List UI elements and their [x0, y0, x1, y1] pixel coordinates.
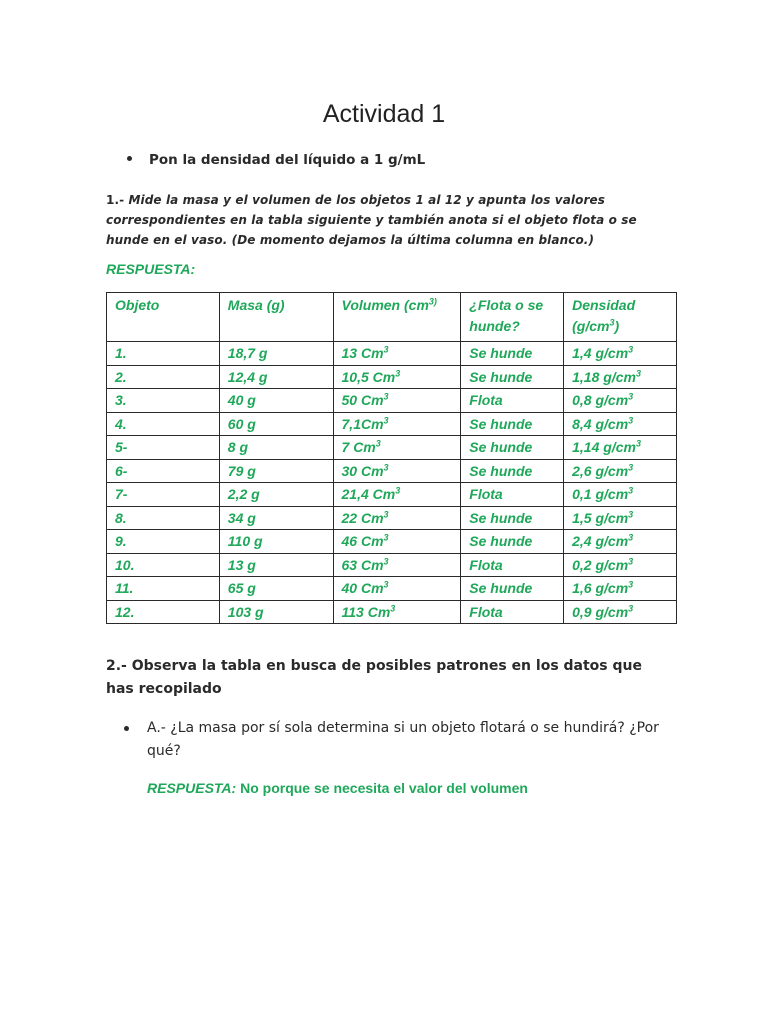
cell-densidad	[564, 459, 677, 483]
table-row	[107, 600, 677, 624]
cell-flota-text: Se hunde	[469, 509, 533, 526]
cell-volumen-sup: 3	[390, 603, 396, 614]
header-densidad-sup: 3	[609, 317, 615, 328]
cell-masa	[219, 553, 333, 577]
cell-masa	[219, 436, 333, 460]
cell-objeto-text: 5-	[115, 439, 128, 456]
table-row	[107, 577, 677, 601]
cell-masa-text: 110 g	[227, 533, 263, 550]
cell-objeto	[107, 412, 220, 436]
cell-volumen-text: 13 Cm	[341, 345, 384, 362]
cell-volumen-text: 40 Cm	[341, 580, 384, 597]
table-row	[107, 459, 677, 483]
cell-objeto-text: 9.	[115, 533, 127, 550]
cell-volumen	[333, 553, 461, 577]
cell-masa	[219, 389, 333, 413]
cell-volumen-text: 7,1Cm	[341, 415, 384, 432]
question-1	[106, 190, 666, 250]
cell-flota-text: Flota	[469, 486, 503, 503]
cell-densidad-sup: 3	[628, 344, 634, 355]
cell-densidad-text: 1,14 g/cm	[572, 439, 636, 456]
cell-densidad	[564, 553, 677, 577]
cell-objeto	[107, 483, 220, 507]
cell-densidad	[564, 342, 677, 366]
cell-objeto-text: 12.	[115, 603, 135, 620]
cell-flota-text: Flota	[469, 392, 503, 409]
cell-volumen-sup: 3	[383, 509, 389, 520]
cell-flota-text: Se hunde	[469, 345, 533, 362]
cell-masa-text: 34 g	[227, 509, 256, 526]
cell-densidad-sup: 3	[635, 438, 641, 449]
cell-volumen-text: 21,4 Cm	[341, 486, 396, 503]
cell-objeto-text: 8.	[115, 509, 127, 526]
cell-volumen	[333, 436, 461, 460]
cell-masa	[219, 412, 333, 436]
cell-volumen	[333, 483, 461, 507]
cell-flota-text: Se hunde	[469, 580, 533, 597]
cell-volumen-text: 22 Cm	[341, 509, 384, 526]
table-row	[107, 530, 677, 554]
cell-flota-text: Se hunde	[469, 462, 533, 479]
cell-objeto	[107, 600, 220, 624]
table-header-row	[107, 293, 677, 342]
cell-volumen-sup: 3	[383, 556, 389, 567]
cell-flota	[461, 600, 564, 624]
response-2-text: No porque se necesita el valor del volumen	[240, 780, 528, 796]
cell-objeto	[107, 459, 220, 483]
cell-objeto-text: 11.	[115, 580, 134, 597]
cell-volumen	[333, 365, 461, 389]
cell-densidad-text: 1,5 g/cm	[572, 509, 629, 526]
cell-flota-text: Se hunde	[469, 415, 533, 432]
cell-objeto-text: 4.	[115, 415, 127, 432]
cell-volumen	[333, 530, 461, 554]
cell-masa	[219, 459, 333, 483]
cell-densidad-text: 1,6 g/cm	[572, 580, 629, 597]
question-2: 2.- Observa la tabla en busca de posibles patrones en los datos que has recopilado	[106, 658, 642, 697]
cell-objeto-text: 10.	[115, 556, 135, 573]
cell-densidad-text: 0,2 g/cm	[572, 556, 629, 573]
cell-objeto	[107, 577, 220, 601]
bullet-icon	[127, 156, 132, 161]
header-volumen-text: Volumen (cm	[341, 297, 429, 313]
cell-masa-text: 60 g	[227, 415, 256, 432]
cell-densidad	[564, 530, 677, 554]
question-1-number: 1.-	[106, 193, 125, 207]
cell-volumen	[333, 506, 461, 530]
cell-volumen-text: 113 Cm	[341, 603, 391, 620]
cell-volumen-text: 10,5 Cm	[341, 368, 396, 385]
cell-flota	[461, 412, 564, 436]
cell-flota	[461, 389, 564, 413]
cell-objeto	[107, 506, 220, 530]
question-1-line: hunde en el vaso. (De momento dejamos la última columna en blanco.)	[106, 233, 595, 247]
cell-flota	[461, 553, 564, 577]
table-row	[107, 506, 677, 530]
cell-volumen-text: 50 Cm	[341, 392, 384, 409]
cell-densidad-sup: 3	[635, 368, 641, 379]
cell-densidad-text: 0,9 g/cm	[572, 603, 629, 620]
instruction-bullet	[127, 152, 425, 168]
cell-masa	[219, 483, 333, 507]
table-body	[107, 342, 677, 624]
density-table	[106, 292, 677, 624]
table-row	[107, 389, 677, 413]
cell-masa-text: 12,4 g	[227, 368, 268, 385]
response-2	[147, 780, 528, 796]
response-2-label: RESPUESTA:	[147, 780, 237, 796]
cell-volumen-text: 46 Cm	[341, 533, 384, 550]
cell-objeto	[107, 530, 220, 554]
cell-volumen-sup: 3	[395, 368, 401, 379]
cell-volumen-text: 7 Cm	[341, 439, 376, 456]
table-row	[107, 412, 677, 436]
cell-masa	[219, 506, 333, 530]
cell-volumen-sup: 3	[395, 485, 401, 496]
cell-volumen-text: 63 Cm	[341, 556, 384, 573]
cell-volumen	[333, 412, 461, 436]
header-densidad-line2: (g/cm	[572, 318, 610, 334]
header-flota	[461, 293, 564, 342]
cell-volumen-sup: 3	[383, 579, 389, 590]
cell-flota-text: Se hunde	[469, 533, 533, 550]
cell-flota	[461, 530, 564, 554]
cell-flota-text: Flota	[469, 556, 503, 573]
cell-objeto-text: 1.	[115, 345, 127, 362]
cell-volumen	[333, 389, 461, 413]
cell-densidad-text: 0,1 g/cm	[572, 486, 629, 503]
header-densidad-close: )	[614, 318, 620, 334]
cell-densidad	[564, 389, 677, 413]
cell-densidad	[564, 506, 677, 530]
question-1-text: Mide la masa y el volumen de los objetos 1 al 12 y apunta los valores	[128, 193, 605, 207]
cell-objeto-text: 3.	[115, 392, 127, 409]
cell-densidad	[564, 365, 677, 389]
cell-densidad-sup: 3	[628, 556, 634, 567]
cell-masa	[219, 600, 333, 624]
cell-masa	[219, 577, 333, 601]
cell-masa	[219, 365, 333, 389]
cell-densidad-text: 2,6 g/cm	[572, 462, 629, 479]
table-row	[107, 553, 677, 577]
cell-densidad-sup: 3	[628, 509, 634, 520]
cell-volumen-sup: 3	[383, 415, 389, 426]
cell-flota	[461, 506, 564, 530]
cell-flota	[461, 483, 564, 507]
page-title: Actividad 1	[322, 100, 446, 128]
cell-volumen-text: 30 Cm	[341, 462, 384, 479]
bullet-icon	[124, 726, 129, 731]
cell-objeto	[107, 342, 220, 366]
cell-densidad-sup: 3	[628, 603, 634, 614]
instruction-text: Pon la densidad del líquido a 1 g/mL	[149, 152, 426, 168]
cell-masa-text: 79 g	[227, 462, 256, 479]
cell-objeto-text: 2.	[115, 368, 127, 385]
cell-densidad-text: 1,4 g/cm	[572, 345, 629, 362]
cell-flota	[461, 459, 564, 483]
table-row	[107, 483, 677, 507]
cell-densidad	[564, 577, 677, 601]
header-flota-line2: hunde?	[469, 318, 520, 334]
cell-volumen-sup: 3	[383, 344, 389, 355]
question-1-line: correspondientes en la tabla siguiente y también anota si el objeto flota o se	[106, 213, 637, 227]
cell-flota	[461, 577, 564, 601]
table-row	[107, 365, 677, 389]
cell-flota	[461, 342, 564, 366]
cell-volumen	[333, 577, 461, 601]
cell-masa-text: 40 g	[227, 392, 256, 409]
cell-volumen	[333, 342, 461, 366]
header-densidad	[564, 293, 677, 342]
cell-densidad-text: 0,8 g/cm	[572, 392, 629, 409]
cell-flota-text: Se hunde	[469, 439, 533, 456]
cell-densidad-sup: 3	[628, 415, 634, 426]
cell-objeto	[107, 389, 220, 413]
question-2a-text: A.- ¿La masa por sí sola determina si un objeto flotará o se hundirá? ¿Por qué?	[147, 720, 659, 759]
cell-densidad	[564, 436, 677, 460]
response-1-label: RESPUESTA:	[106, 261, 196, 277]
header-volumen	[333, 293, 461, 342]
cell-flota	[461, 365, 564, 389]
cell-flota	[461, 436, 564, 460]
cell-volumen-sup: 3	[375, 438, 381, 449]
cell-volumen-sup: 3	[383, 532, 389, 543]
cell-volumen-sup: 3	[383, 391, 389, 402]
cell-densidad-sup: 3	[628, 579, 634, 590]
table-row	[107, 436, 677, 460]
cell-densidad-sup: 3	[628, 462, 634, 473]
header-densidad-line1: Densidad	[572, 297, 636, 313]
table-row	[107, 342, 677, 366]
cell-masa-text: 13 g	[227, 556, 256, 573]
cell-flota-text: Flota	[469, 603, 503, 620]
cell-objeto-text: 7-	[115, 486, 128, 503]
cell-densidad-sup: 3	[628, 485, 634, 496]
cell-volumen	[333, 459, 461, 483]
question-1-line	[106, 190, 666, 210]
cell-volumen	[333, 600, 461, 624]
cell-densidad-text: 8,4 g/cm	[572, 415, 629, 432]
cell-masa	[219, 530, 333, 554]
header-masa: Masa (g)	[219, 293, 333, 342]
cell-masa-text: 8 g	[227, 439, 249, 456]
cell-masa-text: 65 g	[227, 580, 256, 597]
cell-objeto	[107, 553, 220, 577]
cell-densidad	[564, 600, 677, 624]
cell-densidad	[564, 483, 677, 507]
cell-objeto	[107, 436, 220, 460]
header-objeto: Objeto	[107, 293, 220, 342]
cell-masa-text: 2,2 g	[227, 486, 260, 503]
header-volumen-sup: 3)	[428, 296, 437, 307]
header-flota-line1: ¿Flota o se	[469, 297, 544, 313]
cell-densidad-sup: 3	[628, 391, 634, 402]
cell-masa-text: 18,7 g	[227, 345, 268, 362]
cell-densidad	[564, 412, 677, 436]
cell-volumen-sup: 3	[383, 462, 389, 473]
cell-flota-text: Se hunde	[469, 368, 533, 385]
cell-masa-text: 103 g	[227, 603, 264, 620]
cell-masa	[219, 342, 333, 366]
cell-densidad-text: 2,4 g/cm	[572, 533, 629, 550]
cell-densidad-text: 1,18 g/cm	[572, 368, 636, 385]
cell-densidad-sup: 3	[628, 532, 634, 543]
cell-objeto-text: 6-	[115, 462, 128, 479]
cell-objeto	[107, 365, 220, 389]
